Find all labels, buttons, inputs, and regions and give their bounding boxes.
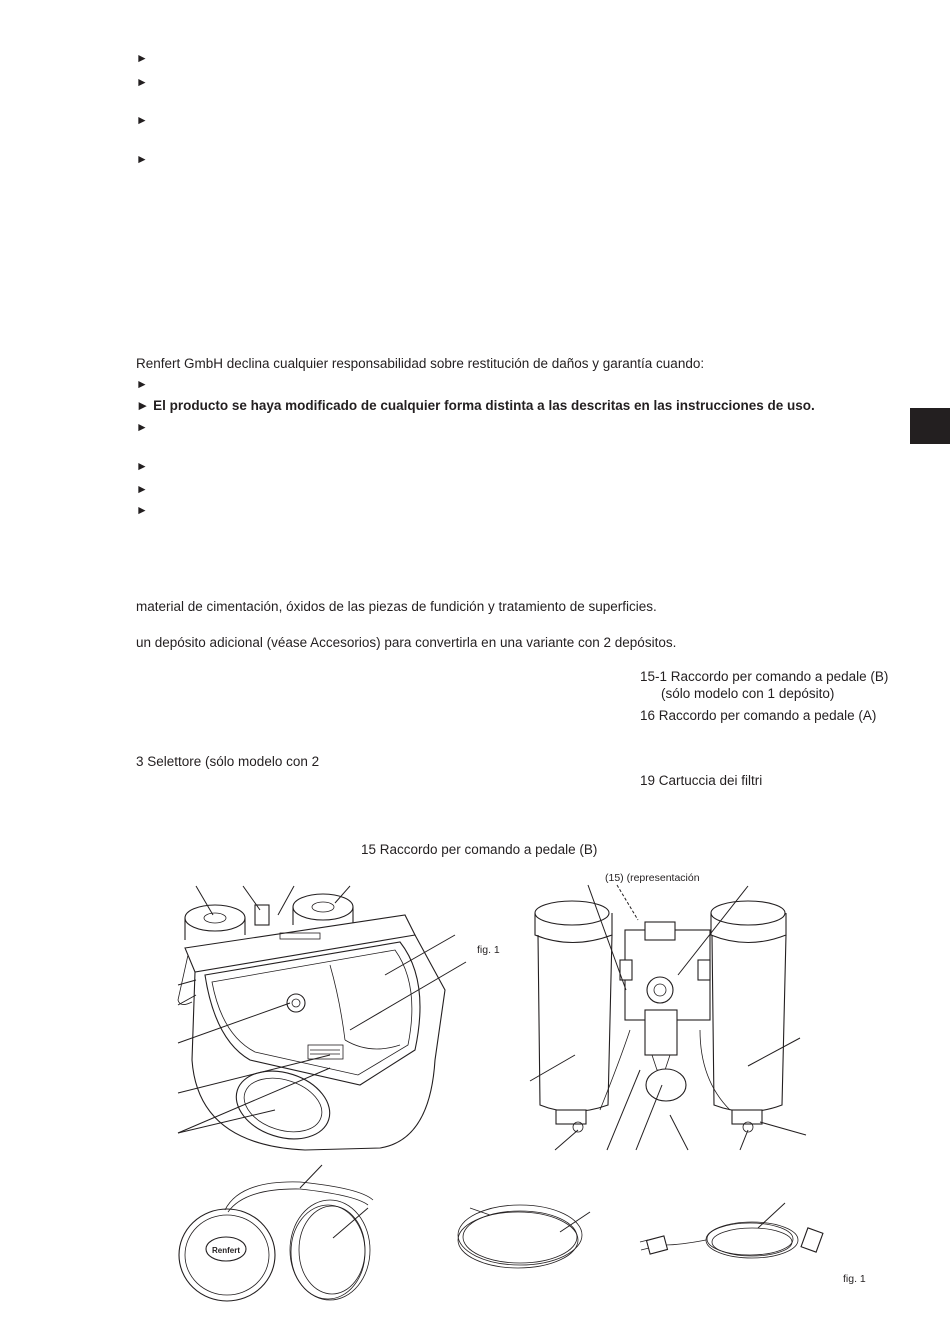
para-deposito: un depósito adicional (véase Accesorios) para convertirla en una variante con 2 depósitos. <box>136 635 677 650</box>
part-15-1-note: (sólo modelo con 1 depósito) <box>661 686 835 701</box>
bullet-5: ► <box>136 377 148 391</box>
sandblaster-drawing <box>178 886 466 1150</box>
bullet-3: ► <box>136 113 148 127</box>
twin-tank-drawing <box>530 885 806 1150</box>
part-3: 3 Selettore (sólo modelo con 2 <box>136 754 320 769</box>
bullet-8: ► <box>136 482 148 496</box>
callout-15: (15) (representación <box>605 872 700 884</box>
fig-label-bottom: fig. 1 <box>843 1273 866 1285</box>
para-material: material de cimentación, óxidos de las piezas de fundición y tratamiento de superficies. <box>136 599 657 614</box>
pedal-logo: Renfert <box>212 1246 241 1255</box>
part-19: 19 Cartuccia dei filtri <box>640 773 763 788</box>
bullet-1: ► <box>136 51 148 65</box>
hose-coil-drawing <box>458 1205 590 1268</box>
bullet-6: ► <box>136 420 148 434</box>
bullet-4: ► <box>136 152 148 166</box>
bullet-2: ► <box>136 75 148 89</box>
power-cable-drawing <box>640 1203 823 1258</box>
part-15-1: 15-1 Raccordo per comando a pedale (B) <box>640 669 889 684</box>
part-16: 16 Raccordo per comando a pedale (A) <box>640 708 877 723</box>
foot-pedal-drawing <box>179 1165 373 1301</box>
fig-label-top: fig. 1 <box>477 944 500 956</box>
liability-modified: ► El producto se haya modificado de cualquier forma distinta a las descritas en las instrucciones de uso. <box>136 398 815 413</box>
liability-intro: Renfert GmbH declina cualquier responsabilidad sobre restitución de daños y garantía cuando: <box>136 356 705 371</box>
bullet-7: ► <box>136 459 148 473</box>
bullet-9: ► <box>136 503 148 517</box>
part-15: 15 Raccordo per comando a pedale (B) <box>361 842 598 857</box>
